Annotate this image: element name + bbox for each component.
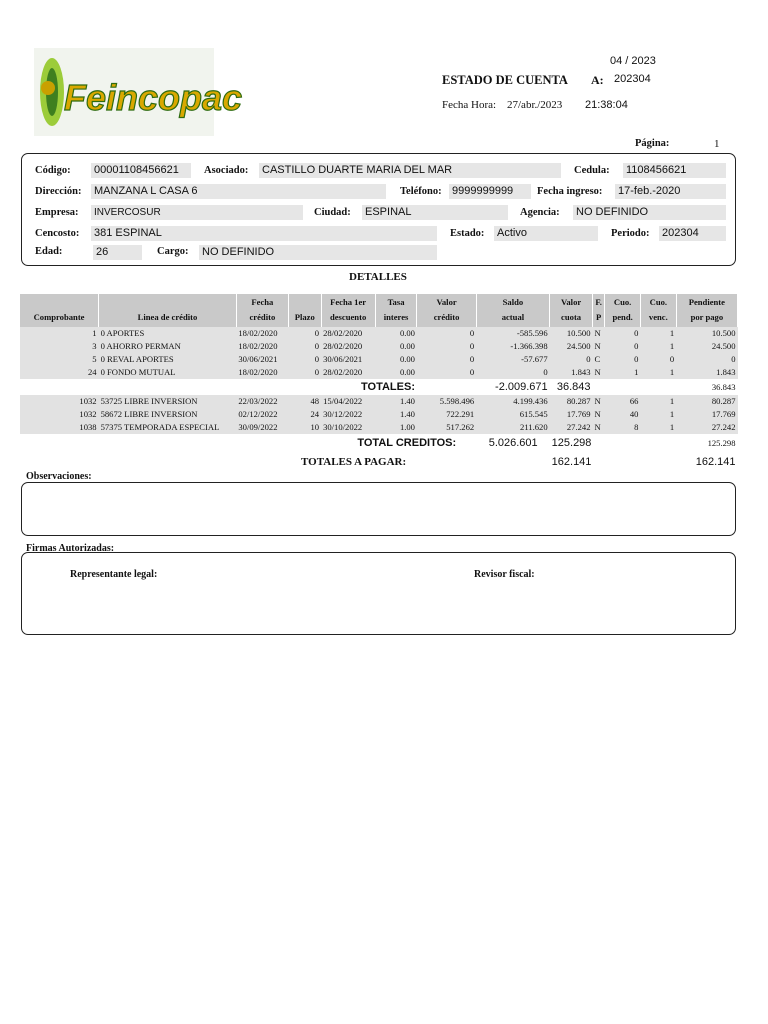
fecha-hora-label: Fecha Hora:	[442, 99, 497, 111]
hora-value: 21:38:04	[585, 99, 628, 111]
observaciones-box	[21, 482, 736, 536]
table-row	[20, 327, 738, 340]
table-cell: 1.40	[375, 395, 417, 408]
table-cell: 30/10/2022	[321, 421, 375, 434]
table-cell: 1038	[20, 421, 99, 434]
table-cell: 1	[640, 327, 676, 340]
representante-label: Representante legal:	[70, 569, 158, 580]
col-header: Cuo. pend.	[605, 294, 641, 327]
table-cell: 17.769	[676, 408, 737, 421]
table-cell: 1	[640, 408, 676, 421]
table-cell: 30/09/2022	[236, 421, 288, 434]
pagina-value: 1	[714, 138, 720, 150]
table-cell: 28/02/2020	[321, 327, 375, 340]
col-header: Pendiente por pago	[676, 294, 737, 327]
agencia-label: Agencia:	[520, 207, 560, 218]
table-cell: N	[593, 340, 605, 353]
col-header: Fecha 1er descuento	[321, 294, 375, 327]
table-cell: 0	[605, 327, 641, 340]
table-cell: 0	[417, 353, 476, 366]
telefono-field: 9999999999	[449, 184, 531, 199]
table-cell: 58672 LIBRE INVERSION	[99, 408, 237, 421]
creditos-rows	[20, 395, 738, 434]
col-header: Linea de crédito	[99, 294, 237, 327]
table-cell: 211.620	[476, 421, 549, 434]
col-header: Saldo actual	[476, 294, 549, 327]
table-cell: 1	[640, 395, 676, 408]
logo-graphic	[34, 48, 243, 136]
table-cell: 24.500	[550, 340, 593, 353]
table-cell: 0	[417, 340, 476, 353]
table-cell: 18/02/2020	[236, 366, 288, 379]
cencosto-field: 381 ESPINAL	[91, 226, 437, 241]
table-cell: 40	[605, 408, 641, 421]
col-header: Valor cuota	[550, 294, 593, 327]
totales-saldo: -2.009.671	[495, 380, 548, 393]
table-cell: 24	[20, 366, 99, 379]
firmas-box	[21, 552, 736, 635]
table-cell: 0 FONDO MUTUAL	[99, 366, 237, 379]
table-cell: 1.843	[676, 366, 737, 379]
table-cell: N	[593, 327, 605, 340]
fecha-value: 27/abr./2023	[507, 99, 563, 111]
table-cell: 8	[605, 421, 641, 434]
totales-pagar-label: TOTALES A PAGAR:	[301, 456, 407, 468]
col-header: F. P	[593, 294, 605, 327]
table-cell: 0.00	[375, 327, 417, 340]
table-cell: 0.00	[375, 366, 417, 379]
table-cell: 10.500	[550, 327, 593, 340]
detalles-table	[20, 294, 738, 472]
table-cell: 1032	[20, 395, 99, 408]
codigo-label: Código:	[35, 165, 71, 176]
table-cell: 5.598.496	[417, 395, 476, 408]
pagina-label: Página:	[635, 138, 670, 149]
table-cell: 1032	[20, 408, 99, 421]
table-cell: 28/02/2020	[321, 366, 375, 379]
edad-label: Edad:	[35, 246, 63, 257]
col-header: Fecha crédito	[236, 294, 288, 327]
table-cell: 0.00	[375, 340, 417, 353]
total-creditos-row	[20, 434, 738, 453]
table-header-row	[20, 294, 738, 327]
cencosto-label: Cencosto:	[35, 228, 80, 239]
table-cell: 30/06/2021	[321, 353, 375, 366]
table-row	[20, 366, 738, 379]
col-header: Plazo	[288, 294, 321, 327]
table-cell: N	[593, 395, 605, 408]
table-cell: -585.596	[476, 327, 549, 340]
table-cell: 722.291	[417, 408, 476, 421]
table-cell: 0	[288, 353, 321, 366]
cargo-field: NO DEFINIDO	[199, 245, 437, 260]
ciudad-label: Ciudad:	[314, 207, 351, 218]
table-cell: N	[593, 421, 605, 434]
direccion-label: Dirección:	[35, 186, 82, 197]
table-cell: 3	[20, 340, 99, 353]
table-cell: 5	[20, 353, 99, 366]
table-cell: 27.242	[550, 421, 593, 434]
asociado-label: Asociado:	[204, 165, 249, 176]
table-cell: 0	[288, 327, 321, 340]
codigo-field: 00001108456621	[91, 163, 191, 178]
table-cell: 0	[288, 340, 321, 353]
table-cell: 1.40	[375, 408, 417, 421]
a-value: 202304	[614, 73, 651, 85]
table-cell: -1.366.398	[476, 340, 549, 353]
table-cell: 1.843	[550, 366, 593, 379]
table-cell: 30/12/2022	[321, 408, 375, 421]
col-header: Valor crédito	[417, 294, 476, 327]
table-cell: 0	[550, 353, 593, 366]
table-cell: 0	[640, 353, 676, 366]
total-creditos-pendiente: 125.298	[707, 438, 736, 448]
table-cell: 10	[288, 421, 321, 434]
totales-pagar-pendiente: 162.141	[695, 456, 736, 468]
col-header: Tasa interes	[375, 294, 417, 327]
table-cell: 517.262	[417, 421, 476, 434]
fecha-ingreso-field: 17-feb.-2020	[615, 184, 726, 199]
revisor-label: Revisor fiscal:	[474, 569, 535, 580]
table-cell: 615.545	[476, 408, 549, 421]
observaciones-label: Observaciones:	[26, 471, 92, 482]
table-cell: 53725 LIBRE INVERSION	[99, 395, 237, 408]
direccion-field: MANZANA L CASA 6	[91, 184, 386, 199]
table-cell: 27.242	[676, 421, 737, 434]
table-cell: 0	[288, 366, 321, 379]
table-cell: 15/04/2022	[321, 395, 375, 408]
totales-pagar-cuota: 162.141	[551, 456, 592, 468]
col-header: Comprobante	[20, 294, 99, 327]
logo-text: Feincopac	[64, 77, 243, 118]
table-cell: 24.500	[676, 340, 737, 353]
table-cell: 24	[288, 408, 321, 421]
totales-pendiente: 36.843	[711, 381, 736, 392]
table-cell: 1	[640, 340, 676, 353]
a-label: A:	[591, 73, 604, 87]
table-cell: N	[593, 408, 605, 421]
table-row	[20, 421, 738, 434]
agencia-field: NO DEFINIDO	[573, 205, 726, 220]
telefono-label: Teléfono:	[400, 186, 442, 197]
table-cell: 0	[417, 366, 476, 379]
total-creditos-saldo: 5.026.601	[488, 437, 538, 449]
table-cell: 0	[605, 340, 641, 353]
periodo-field: 202304	[659, 226, 726, 241]
table-cell: 0	[605, 353, 641, 366]
totales-pagar-row	[20, 453, 738, 472]
table-cell: 4.199.436	[476, 395, 549, 408]
periodo-label: Periodo:	[611, 228, 650, 239]
col-header: Cuo. venc.	[640, 294, 676, 327]
table-cell: N	[593, 366, 605, 379]
table-cell: 66	[605, 395, 641, 408]
table-cell: 1.00	[375, 421, 417, 434]
table-cell: 18/02/2020	[236, 340, 288, 353]
ciudad-field: ESPINAL	[362, 205, 508, 220]
total-creditos-cuota: 125.298	[551, 437, 592, 449]
table-cell: 10.500	[676, 327, 737, 340]
document-title: ESTADO DE CUENTA	[442, 73, 568, 87]
firmas-label: Firmas Autorizadas:	[26, 543, 115, 554]
totales-row	[20, 379, 738, 395]
table-cell: 0 AHORRO PERMAN	[99, 340, 237, 353]
table-cell: 80.287	[676, 395, 737, 408]
table-cell: 0 APORTES	[99, 327, 237, 340]
table-row	[20, 353, 738, 366]
cedula-label: Cedula:	[574, 165, 610, 176]
cedula-field: 1108456621	[623, 163, 726, 178]
table-cell: 57375 TEMPORADA ESPECIAL	[99, 421, 237, 434]
table-cell: 0 REVAL APORTES	[99, 353, 237, 366]
totales-label: TOTALES:	[361, 381, 415, 393]
empresa-label: Empresa:	[35, 207, 79, 218]
period-top: 04 / 2023	[610, 55, 656, 67]
table-cell: 1	[605, 366, 641, 379]
table-cell: 17.769	[550, 408, 593, 421]
cargo-label: Cargo:	[157, 246, 189, 257]
table-cell: 1	[640, 366, 676, 379]
table-cell: 22/03/2022	[236, 395, 288, 408]
empresa-field: INVERCOSUR	[91, 205, 303, 220]
table-cell: 0.00	[375, 353, 417, 366]
edad-field: 26	[93, 245, 142, 260]
table-row	[20, 340, 738, 353]
table-cell: 28/02/2020	[321, 340, 375, 353]
table-cell: 1	[640, 421, 676, 434]
table-row	[20, 395, 738, 408]
company-logo	[34, 48, 243, 136]
table-cell: 30/06/2021	[236, 353, 288, 366]
table-cell: C	[593, 353, 605, 366]
table-cell: 18/02/2020	[236, 327, 288, 340]
total-creditos-label: TOTAL CREDITOS:	[357, 437, 457, 449]
asociado-field: CASTILLO DUARTE MARIA DEL MAR	[259, 163, 561, 178]
aportes-rows	[20, 327, 738, 379]
fecha-ingreso-label: Fecha ingreso:	[537, 186, 603, 197]
table-row	[20, 408, 738, 421]
table-cell: 1	[20, 327, 99, 340]
totales-cuota: 36.843	[556, 380, 591, 393]
table-cell: 80.287	[550, 395, 593, 408]
estado-field: Activo	[494, 226, 598, 241]
table-cell: 02/12/2022	[236, 408, 288, 421]
table-cell: -57.677	[476, 353, 549, 366]
table-cell: 0	[476, 366, 549, 379]
table-cell: 0	[417, 327, 476, 340]
detalles-title: DETALLES	[349, 271, 407, 283]
table-cell: 0	[676, 353, 737, 366]
estado-label: Estado:	[450, 228, 485, 239]
table-cell: 48	[288, 395, 321, 408]
